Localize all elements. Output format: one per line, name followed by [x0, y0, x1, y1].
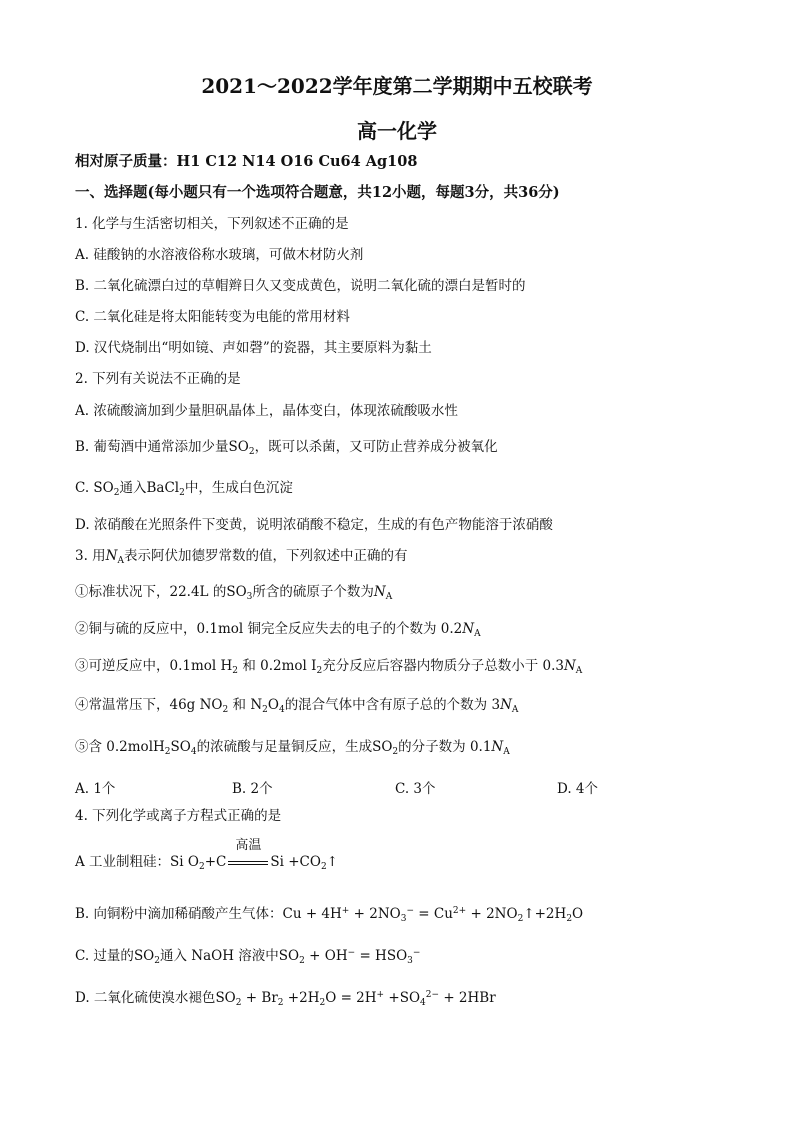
section-heading: 一、选择题(每小题只有一个选项符合题意，共12小题，每题3分，共36分) [75, 184, 560, 201]
q1-stem: 1. 化学与生活密切相关，下列叙述不正确的是 [75, 216, 349, 232]
q3-statement-2: ②铜与硫的反应中，0.1mol 铜完全反应失去的电子的个数为 $0.2N_A$ [75, 621, 481, 639]
q4-option-b: B. 向铜粉中滴加稀硝酸产生气体：$Cu + 4H^+ + 2NO_3^- = Cu^{2+}$ + $2NO_2↑+2H_2O$ [75, 906, 584, 924]
q4-stem: 4. 下列化学或离子方程式正确的是 [75, 808, 282, 824]
q1-option-a: A. 硅酸钠的水溶液俗称水玻璃，可做木材防火剂 [75, 247, 364, 263]
q3-stem: 3. 用$N_A$表示阿伏加德罗常数的值，下列叙述中正确的有 [75, 548, 408, 566]
subject-title: 高一化学 [357, 119, 437, 143]
q4-option-a: A 工业制粗硅：Si $O_2+C$ 高温 $Si +CO_2↑$ [75, 838, 338, 872]
atomic-mass-line: 相对原子质量：H1 C12 N14 O16 Cu64 Ag108 [75, 153, 418, 170]
q4-option-d: D. 二氧化硫使溴水褪色$SO_2 + Br_2 +2H_2O = 2H^+ +SO_4^{2-} + 2HBr$ [75, 990, 496, 1008]
q3-option-c: C. 3个 [395, 781, 436, 797]
q1-option-d: D. 汉代烧制出“明如镜、声如磬”的瓷器，其主要原料为黏土 [75, 340, 432, 356]
q3-statement-4: ④常温常压下，46g $NO_2$ 和 $N_2O_4$的混合气体中含有原子总的个数为 $3N_A$ [75, 697, 519, 715]
q2-option-a: A. 浓硫酸滴加到少量胆矾晶体上，晶体变白，体现浓硫酸吸水性 [75, 403, 458, 419]
q2-stem: 2. 下列有关说法不正确的是 [75, 371, 241, 387]
q2-option-d: D. 浓硝酸在光照条件下变黄，说明浓硝酸不稳定，生成的有色产物能溶于浓硝酸 [75, 517, 553, 533]
exam-title: 2021～2022学年度第二学期期中五校联考 [201, 74, 593, 98]
q2-option-c: C. $SO_2$通入BaCl$_2$中，生成白色沉淀 [75, 480, 293, 498]
q3-statement-5: ⑤含 $0.2molH_2SO_4$的浓硫酸与足量铜反应，生成$SO_2$的分子数为 $0.1N_A$ [75, 739, 510, 757]
q3-statement-1: ①标准状况下，22.4L 的$SO_3$所含的硫原子个数为$N_A$ [75, 584, 393, 602]
reaction-condition: 高温 [228, 854, 268, 870]
q3-option-a: A. 1个 [75, 781, 116, 797]
q3-option-b: B. 2个 [232, 781, 273, 797]
q4-option-c: C. 过量的$SO_2$通入 NaOH 溶液中$SO_2 + OH^- = HSO_3^-$ [75, 948, 421, 966]
q3-option-d: D. 4个 [557, 781, 599, 797]
q2-option-b: B. 葡萄酒中通常添加少量$SO_2$，既可以杀菌，又可防止营养成分被氧化 [75, 439, 498, 457]
q1-option-c: C. 二氧化硅是将太阳能转变为电能的常用材料 [75, 309, 350, 325]
q1-option-b: B. 二氧化硫漂白过的草帽辫日久又变成黄色，说明二氧化硫的漂白是暂时的 [75, 278, 526, 294]
q3-statement-3: ③可逆反应中，0.1mol $H_2$ 和 0.2mol $I_2$充分反应后容器内物质分子总数小于 $0.3N_A$ [75, 658, 583, 676]
